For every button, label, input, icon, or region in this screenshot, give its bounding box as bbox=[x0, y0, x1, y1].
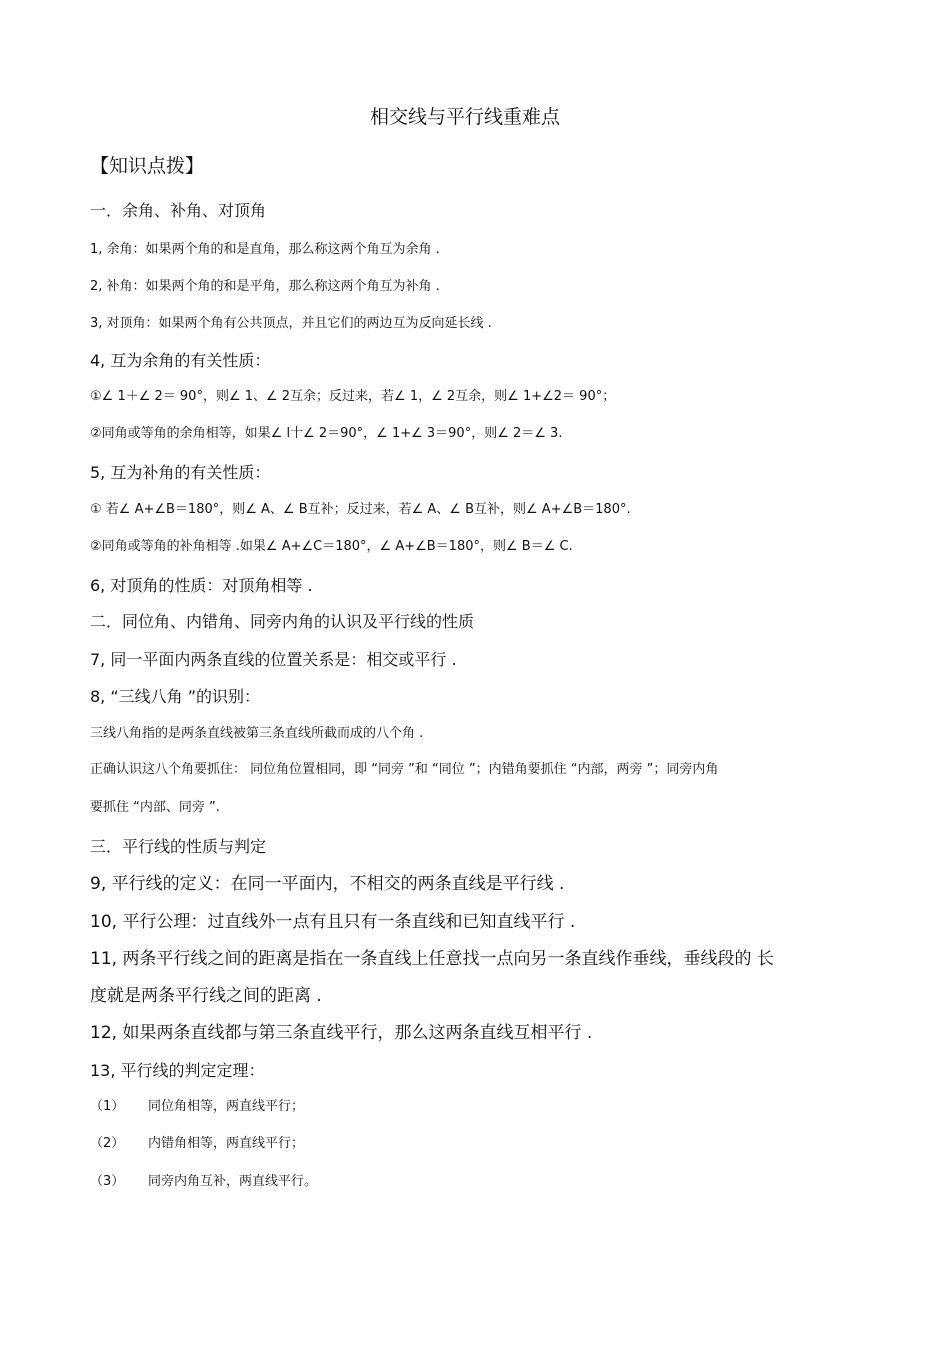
theorem-1-text: 同位角相等，两直线平行； bbox=[148, 1099, 305, 1114]
item-1: 1, 余角：如果两个角的和是直角，那么称这两个角互为余角 . bbox=[90, 242, 440, 257]
item-11: 11, 两条平行线之间的距离是指在一条直线上任意找一点向另一条直线作垂线，垂线段的 长 bbox=[90, 949, 774, 969]
item-4-1: ①∠ 1＋∠ 2＝ 90°，则∠ 1、∠ 2互余；反过来，若∠ 1，∠ 2互余，则∠ 1+∠2＝ 90°； bbox=[90, 389, 616, 404]
item-6: 6, 对顶角的性质：对顶角相等 . bbox=[90, 576, 313, 595]
theorem-3 bbox=[90, 1175, 317, 1188]
item-9: 9, 平行线的定义：在同一平面内，不相交的两条直线是平行线 . bbox=[90, 874, 565, 894]
item-12: 12, 如果两条直线都与第三条直线平行，那么这两条直线互相平行 . bbox=[90, 1023, 593, 1043]
heading-3: 三．平行线的性质与判定 bbox=[90, 837, 267, 856]
item-10: 10, 平行公理：过直线外一点有且只有一条直线和已知直线平行 . bbox=[90, 912, 576, 932]
heading-1: 一．余角、补角、对顶角 bbox=[90, 201, 267, 220]
item-11-cont: 度就是两条平行线之间的距离 . bbox=[90, 986, 322, 1006]
heading-2: 二．同位角、内错角、同旁内角的认识及平行线的性质 bbox=[90, 612, 475, 631]
item-13: 13, 平行线的判定定理： bbox=[90, 1061, 265, 1080]
theorem-3-num: （3） bbox=[90, 1174, 125, 1189]
item-5: 5, 互为补角的有关性质： bbox=[90, 463, 271, 482]
theorem-2-num: （2） bbox=[90, 1136, 125, 1151]
item-4-2: ②同角或等角的余角相等，如果∠ l十∠ 2＝90°，∠ 1+∠ 3＝90°，则∠ 2＝∠ 3. bbox=[90, 426, 563, 441]
item-8-2-cont: 要抓住 “内部、同旁 ”. bbox=[90, 800, 220, 815]
item-8-1: 三线八角指的是两条直线被第三条直线所截而成的八个角 . bbox=[90, 726, 424, 741]
section-header: 【知识点拨】 bbox=[90, 155, 205, 177]
theorem-2-text: 内错角相等，两直线平行； bbox=[148, 1136, 305, 1151]
item-8: 8, “三线八角 ”的识别： bbox=[90, 687, 261, 706]
item-4: 4, 互为余角的有关性质： bbox=[90, 351, 271, 370]
item-5-2: ②同角或等角的补角相等 .如果∠ A+∠C＝180°，∠ A+∠B＝180°，则∠ B＝∠ C. bbox=[90, 539, 573, 554]
theorem-2 bbox=[90, 1137, 304, 1150]
item-3: 3, 对顶角：如果两个角有公共顶点，并且它们的两边互为反向延长线 . bbox=[90, 316, 492, 331]
theorem-1 bbox=[90, 1100, 304, 1113]
theorem-1-num: （1） bbox=[90, 1099, 125, 1114]
item-5-1: ① 若∠ A+∠B＝180°，则∠ A、∠ B互补；反过来，若∠ A、∠ B互补，则∠ A+∠B＝180°. bbox=[90, 502, 631, 517]
item-8-2: 正确认识这八个角要抓住： 同位角位置相同，即 “同旁 ”和 “同位 ”；内错角要抓住 “内部，两旁 ”；同旁内角 bbox=[90, 762, 719, 777]
theorem-3-text: 同旁内角互补，两直线平行。 bbox=[148, 1174, 318, 1189]
item-2: 2, 补角：如果两个角的和是平角，那么称这两个角互为补角 . bbox=[90, 279, 440, 294]
page-title: 相交线与平行线重难点 bbox=[369, 106, 560, 128]
item-7: 7, 同一平面内两条直线的位置关系是：相交或平行 . bbox=[90, 650, 457, 669]
